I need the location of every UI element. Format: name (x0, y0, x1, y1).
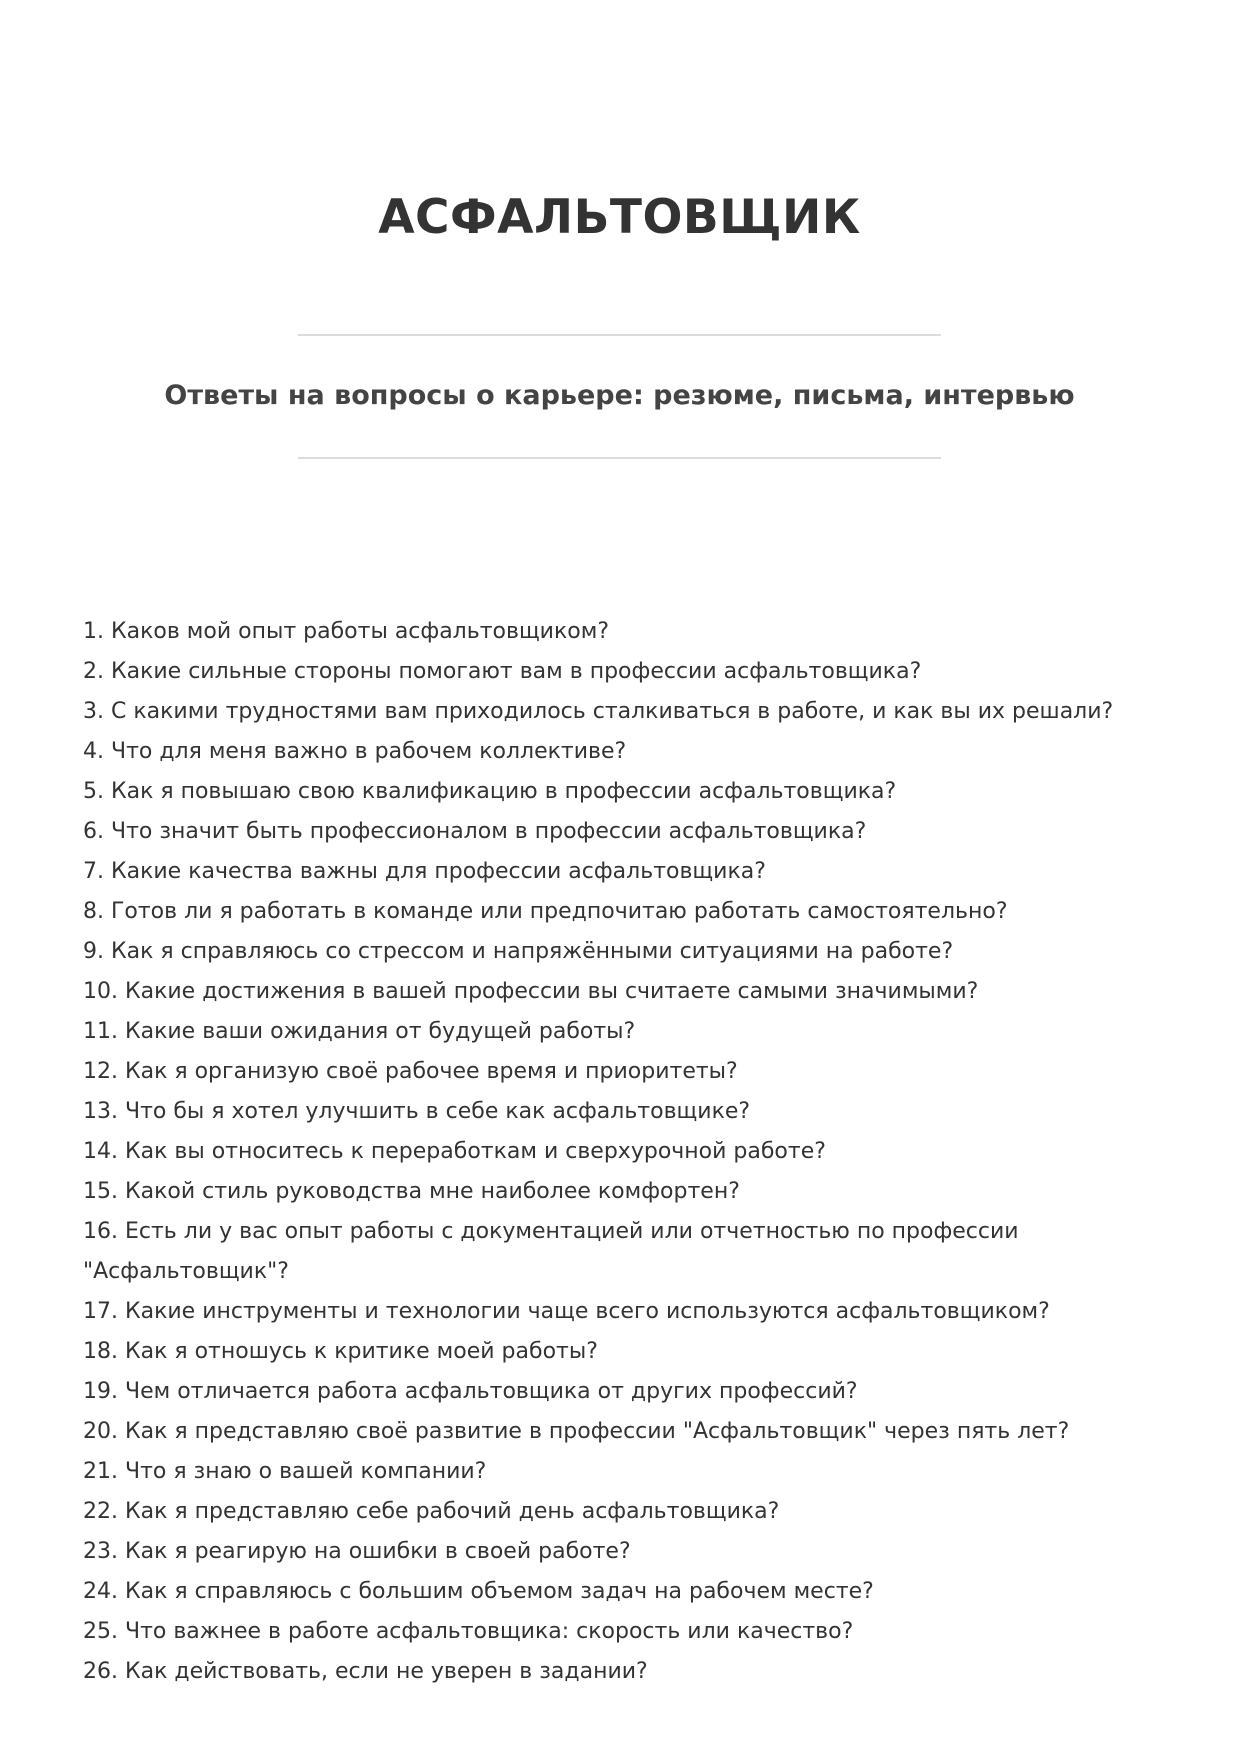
question-item: 2. Какие сильные стороны помогают вам в профессии асфальтовщика? (83, 659, 922, 684)
page-title: АСФАЛЬТОВЩИК (378, 190, 861, 245)
question-item: 14. Как вы относитесь к переработкам и сверхурочной работе? (83, 1139, 826, 1164)
question-item: 20. Как я представляю своё развитие в профессии "Асфальтовщик" через пять лет? (83, 1419, 1070, 1444)
question-item: 7. Какие качества важны для профессии асфальтовщика? (83, 859, 766, 884)
question-item: 13. Что бы я хотел улучшить в себе как асфальтовщике? (83, 1099, 751, 1124)
question-item: 6. Что значит быть профессионалом в профессии асфальтовщика? (83, 819, 867, 844)
question-item: 26. Как действовать, если не уверен в задании? (83, 1659, 648, 1684)
question-item: 17. Какие инструменты и технологии чаще всего используются асфальтовщиком? (83, 1299, 1050, 1324)
question-item: 9. Как я справляюсь со стрессом и напряжёнными ситуациями на работе? (83, 939, 954, 964)
question-item: 1. Каков мой опыт работы асфальтовщиком? (83, 619, 609, 644)
question-item: 16. Есть ли у вас опыт работы с документацией или отчетностью по профессии "Асфальтовщик"? (83, 1219, 1019, 1284)
question-item: 25. Что важнее в работе асфальтовщика: скорость или качество? (83, 1619, 854, 1644)
question-item: 8. Готов ли я работать в команде или предпочитаю работать самостоятельно? (83, 899, 1008, 924)
page-subtitle: Ответы на вопросы о карьере: резюме, письма, интервью (164, 380, 1075, 411)
question-item: 19. Чем отличается работа асфальтовщика от других профессий? (83, 1379, 858, 1404)
question-item: 5. Как я повышаю свою квалификацию в профессии асфальтовщика? (83, 779, 897, 804)
question-item: 24. Как я справляюсь с большим объемом задач на рабочем месте? (83, 1579, 874, 1604)
question-item: 11. Какие ваши ожидания от будущей работы? (83, 1019, 636, 1044)
question-item: 10. Какие достижения в вашей профессии вы считаете самыми значимыми? (83, 979, 979, 1004)
question-item: 15. Какой стиль руководства мне наиболее комфортен? (83, 1179, 740, 1204)
question-item: 3. С какими трудностями вам приходилось сталкиваться в работе, и как вы их решали? (83, 699, 1114, 724)
question-item: 22. Как я представляю себе рабочий день асфальтовщика? (83, 1499, 780, 1524)
bottom-divider (298, 457, 941, 459)
question-item: 23. Как я реагирую на ошибки в своей работе? (83, 1539, 631, 1564)
question-item: 18. Как я отношусь к критике моей работы? (83, 1339, 598, 1364)
top-divider (298, 334, 941, 336)
question-item: 21. Что я знаю о вашей компании? (83, 1459, 487, 1484)
question-item: 4. Что для меня важно в рабочем коллективе? (83, 739, 627, 764)
question-list (83, 612, 1163, 1692)
question-item: 12. Как я организую своё рабочее время и приоритеты? (83, 1059, 738, 1084)
